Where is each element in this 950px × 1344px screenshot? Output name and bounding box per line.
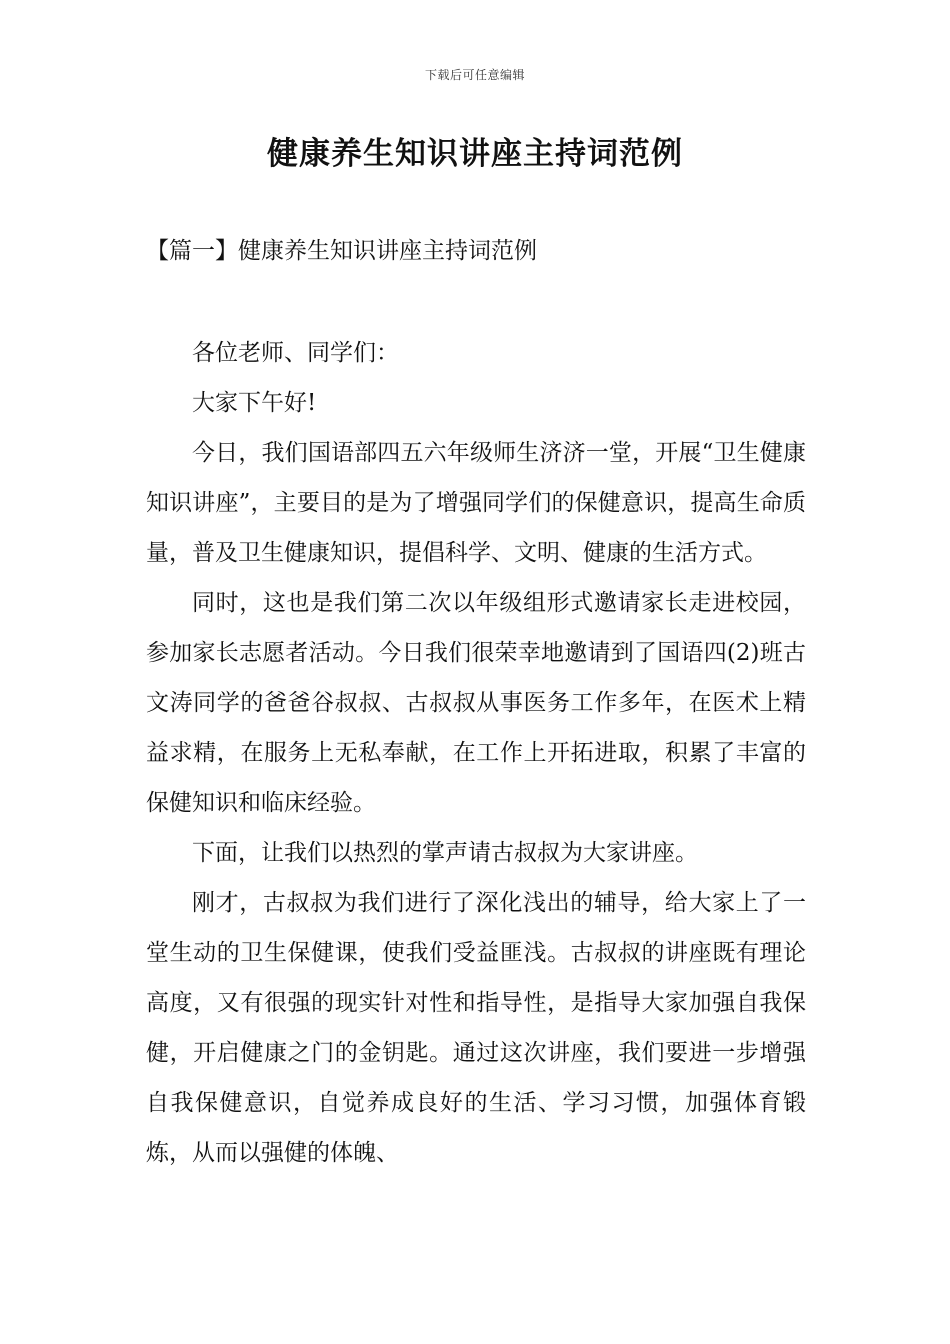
section-heading: 【篇一】健康养生知识讲座主持词范例 (146, 238, 537, 264)
paragraph-greeting: 各位老师、同学们： (192, 340, 399, 366)
document-body (146, 328, 806, 1178)
paragraph-salutation: 大家下午好! (192, 390, 317, 416)
document-title: 健康养生知识讲座主持词范例 (267, 136, 683, 172)
header-note: 下载后可任意编辑 (424, 68, 525, 82)
paragraph: 今日，我们国语部四五六年级师生济济一堂，开展“卫生健康知识讲座”，主要目的是为了增强同学们的保健意识，提高生命质量，普及卫生健康知识，提倡科学、文明、健康的生活方式。 (146, 440, 806, 566)
paragraph: 刚才，古叔叔为我们进行了深化浅出的辅导，给大家上了一堂生动的卫生保健课，使我们受益匪浅。古叔叔的讲座既有理论高度，又有很强的现实针对性和指导性，是指导大家加强自我保健，开启健康之门的金钥匙。通过这次讲座，我们要进一步增强自我保健意识，自觉养成良好的生活、学习习惯，加强体育锻炼，从而以强健的体魄、 (146, 890, 806, 1166)
paragraph: 下面，让我们以热烈的掌声请古叔叔为大家讲座。 (192, 840, 698, 866)
paragraph: 同时，这也是我们第二次以年级组形式邀请家长走进校园，参加家长志愿者活动。今日我们很荣幸地邀请到了国语四(2)班古文涛同学的爸爸谷叔叔、古叔叔从事医务工作多年，在医术上精益求精，在服务上无私奉献，在工作上开拓进取，积累了丰富的保健知识和临床经验。 (146, 590, 806, 816)
